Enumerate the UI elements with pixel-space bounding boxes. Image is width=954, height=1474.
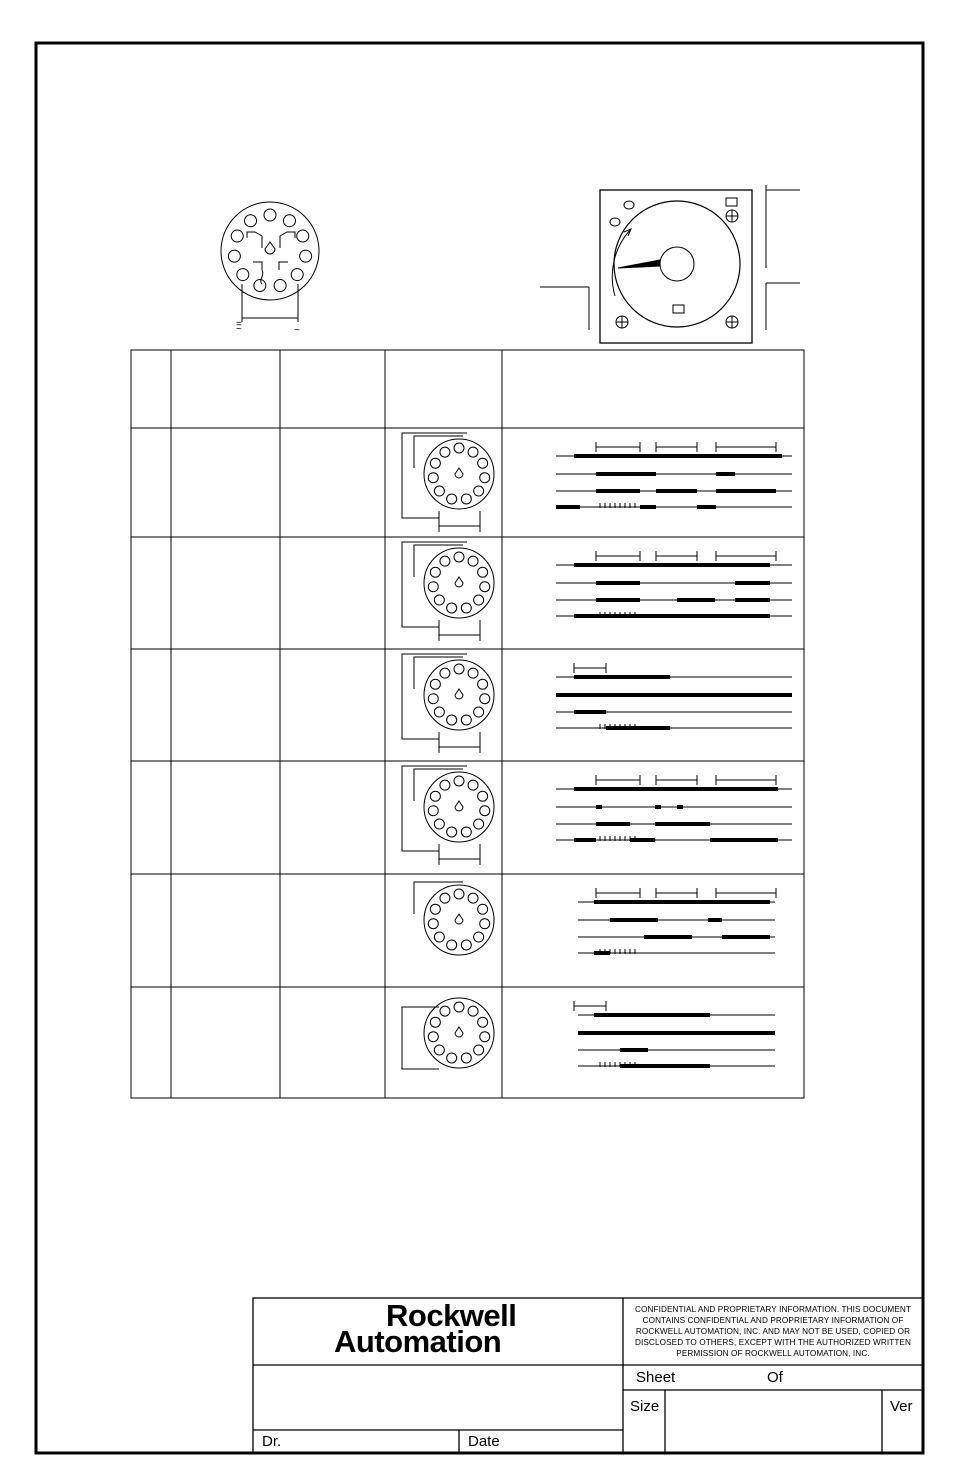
function-table-rows: [402, 433, 792, 1069]
socket-pin: [264, 209, 276, 221]
table-row: [402, 998, 775, 1069]
mini-socket-pin: [468, 556, 478, 566]
mini-socket-pin: [440, 447, 450, 457]
mini-socket-pin: [468, 1006, 478, 1016]
mini-socket-pin: [461, 1053, 471, 1063]
mini-socket-pin: [434, 1045, 444, 1055]
mini-socket-pin: [440, 1006, 450, 1016]
mini-socket-pin: [428, 694, 438, 704]
mini-socket-pin: [440, 556, 450, 566]
mini-socket-pin: [440, 668, 450, 678]
mini-socket-pin: [478, 1017, 488, 1027]
mini-socket-pin: [447, 940, 457, 950]
mini-socket-pin: [461, 715, 471, 725]
mini-socket-pin: [468, 668, 478, 678]
table-row: [402, 766, 792, 865]
mini-socket: [424, 885, 494, 955]
table-row: [414, 882, 776, 955]
mini-socket-pin: [480, 473, 490, 483]
socket-pin: [291, 269, 303, 281]
mini-socket-pin: [434, 486, 444, 496]
timing-chart: [578, 888, 776, 955]
ac-supply-symbol: ~: [294, 325, 300, 336]
mini-socket-pin: [478, 791, 488, 801]
mini-socket-pin: [454, 1002, 464, 1012]
mini-socket-pin: [454, 889, 464, 899]
socket-pin: [237, 269, 249, 281]
mini-socket: [424, 439, 494, 509]
mini-socket-pin: [474, 707, 484, 717]
mini-socket-pin: [428, 806, 438, 816]
mini-socket-pin: [468, 893, 478, 903]
mini-socket-pin: [430, 458, 440, 468]
socket-pin: [274, 280, 286, 292]
mini-socket-pin: [434, 707, 444, 717]
mini-socket-pin: [461, 827, 471, 837]
socket-wiring-diagram: [221, 202, 319, 322]
sheet-label: Sheet: [636, 1369, 676, 1386]
drawn-by-label: Dr.: [262, 1433, 282, 1450]
mini-socket-pin: [430, 791, 440, 801]
mini-socket-pin: [430, 904, 440, 914]
socket-pin: [300, 250, 312, 262]
mini-socket-pin: [428, 1032, 438, 1042]
mini-socket-pin: [461, 494, 471, 504]
timer-front-panel: [540, 185, 800, 343]
timing-chart: [556, 775, 792, 842]
mini-socket-pin: [447, 827, 457, 837]
mini-socket-pin: [454, 552, 464, 562]
wiring-link: [402, 654, 467, 739]
mini-socket-pin: [480, 582, 490, 592]
timing-chart: [556, 551, 792, 618]
mini-socket-pin: [468, 780, 478, 790]
of-label: Of: [767, 1369, 783, 1386]
mini-socket-pin: [447, 715, 457, 725]
mini-socket-pin: [428, 473, 438, 483]
mini-socket-pin: [480, 806, 490, 816]
mini-socket-pin: [434, 932, 444, 942]
confidentiality-notice: CONFIDENTIAL AND PROPRIETARY INFORMATION. THIS DOCUMENT CONTAINS CONFIDENTIAL AND PROPRIETARY INFORMATION OF ROCKWELL AUTOMATION, INC. AND MAY NOT BE USED, COPIED OR DISCLOSED TO OTHERS, EXCEPT WITH THE AUTHORIZED WRITTEN PERMISSION OF ROCKWELL AUTOMATION, INC.: [634, 1305, 912, 1358]
table-row: [402, 433, 792, 532]
size-label: Size: [630, 1398, 660, 1415]
mini-socket-pin: [430, 679, 440, 689]
date-label: Date: [468, 1433, 500, 1450]
table-row: [402, 654, 792, 753]
dc-ac-supply-symbol: = ~: [236, 319, 242, 335]
function-table: [131, 350, 804, 1098]
socket-pin: [297, 230, 309, 242]
mini-socket-pin: [474, 595, 484, 605]
mini-socket-pin: [434, 595, 444, 605]
mini-socket-pin: [478, 679, 488, 689]
table-row: [402, 542, 792, 641]
mini-socket-pin: [430, 567, 440, 577]
mini-socket-pin: [474, 819, 484, 829]
timing-chart: [574, 1001, 775, 1068]
socket-pin: [283, 215, 295, 227]
mini-socket-pin: [454, 443, 464, 453]
socket-pin: [254, 280, 266, 292]
mini-socket-pin: [478, 904, 488, 914]
company-logo-line1: Rockwell: [386, 1298, 517, 1333]
mini-socket-pin: [478, 458, 488, 468]
mini-socket-pin: [434, 819, 444, 829]
mini-socket-pin: [461, 940, 471, 950]
socket-key: [265, 242, 275, 254]
mini-socket-pin: [440, 780, 450, 790]
mini-socket-pin: [447, 494, 457, 504]
mini-socket-pin: [478, 567, 488, 577]
mini-socket-pin: [428, 919, 438, 929]
version-label: Ver: [890, 1398, 913, 1415]
mini-socket: [424, 548, 494, 618]
mini-socket: [424, 772, 494, 842]
mini-socket-pin: [440, 893, 450, 903]
mini-socket-pin: [447, 1053, 457, 1063]
wiring-link: [402, 542, 467, 627]
mini-socket-pin: [474, 1045, 484, 1055]
mini-socket-pin: [428, 582, 438, 592]
socket-pin: [228, 250, 240, 262]
wiring-link: [402, 433, 467, 518]
mini-socket-pin: [430, 1017, 440, 1027]
mini-socket-pin: [474, 486, 484, 496]
mini-socket-pin: [480, 694, 490, 704]
company-logo-line2: Automation: [334, 1324, 502, 1359]
timing-chart: [556, 442, 792, 509]
socket-pin: [245, 215, 257, 227]
mini-socket: [424, 998, 494, 1068]
mini-socket-pin: [468, 447, 478, 457]
mini-socket-pin: [461, 603, 471, 613]
mini-socket-pin: [454, 664, 464, 674]
wiring-link: [402, 1007, 439, 1069]
timing-chart: [556, 663, 792, 730]
wiring-link: [402, 766, 467, 851]
mini-socket-pin: [480, 1032, 490, 1042]
mini-socket-pin: [454, 776, 464, 786]
socket-pin: [231, 230, 243, 242]
mini-socket-pin: [447, 603, 457, 613]
mini-socket-pin: [480, 919, 490, 929]
mini-socket-pin: [474, 932, 484, 942]
mini-socket: [424, 660, 494, 730]
